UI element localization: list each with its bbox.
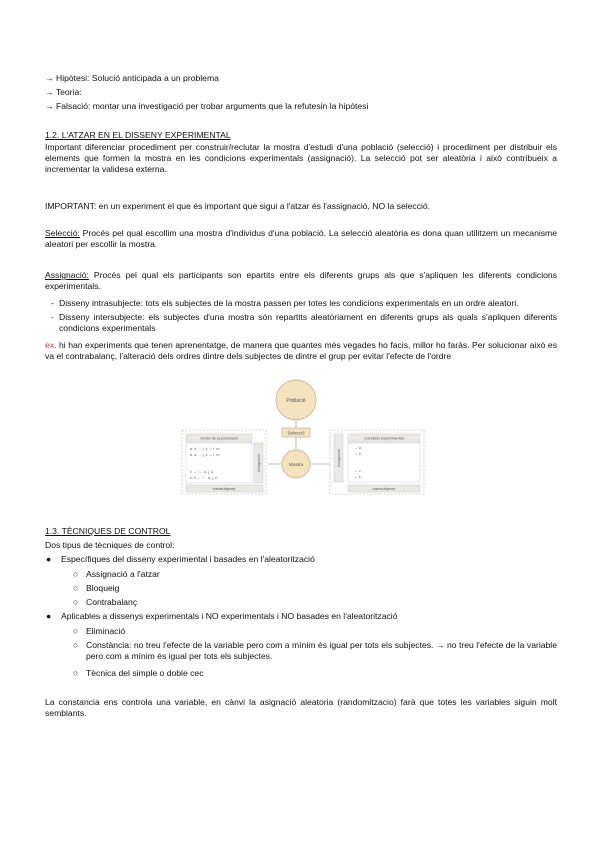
hipotesi-line [45, 73, 219, 84]
group2-title: Aplicables a dissenys experimentals i NO experimentals i NO basades en l'aleatorització [61, 611, 398, 621]
group1-title: Específiques del disseny experimental i basades en l'aleatorització [61, 554, 315, 564]
seleccio-label: Selecció: [45, 228, 80, 238]
right-side-label: Assignació [337, 448, 341, 468]
dash-bullet: - [51, 312, 54, 322]
falsacio-line [45, 101, 368, 112]
seleccio-box-label: Selecció [287, 430, 305, 436]
left-row: b, a, ... j, k → l, m [190, 453, 220, 457]
falsacio-text: Falsació: montar una investigació per trobar arguments que la refutesin la hipòtesi [55, 101, 369, 111]
mostra-label: Mostra [288, 463, 304, 468]
example-text: hi han experiments que tenen aprenentatge, de manera que quantes més vegades ho facis, millor ho faràs. Per solucionar això es va el contrabalanç, l'alteració dels ordres dintre dels subjectes de dintre el grup per evitar l'efecte de l'ordre [45, 340, 557, 362]
teoria-text: Teoria: [55, 87, 82, 97]
seleccio-definition [45, 228, 557, 250]
paragraph-seleccio-assignacio: Important diferenciar procediment per construir/reclutar la mostra d'estudi d'una població (selecció) i procediment per distribuir els elements que formen la mostra en les condicions experimentals (assignació). La selecció pot ser aleatòria i això contribueix a incrementar la validesa externa. [45, 142, 557, 175]
arrow-icon: → [45, 73, 54, 83]
dash-bullet: - [51, 298, 54, 308]
bullet-circle: ○ [73, 569, 79, 579]
group2-item: Constància: no treu l'efecte de la variable pero com a mínim és igual per tots els subjectes. → no treu l'efecte de la variable pero com a mínim és igual per tots els subjectes. [86, 640, 557, 662]
example-label: ex. [45, 340, 57, 350]
assignacio-definition [45, 270, 557, 292]
right-row: → b [354, 452, 361, 456]
assignment-diagram [178, 378, 428, 498]
section-heading-1-3: 1.3. TÈCNIQUES DE CONTROL [45, 526, 171, 536]
intrasubjecte-item: Disseny intrasubjecte: tots els subjectes de la mostra passen per totes les condicions experimentals en un ordre aleatori. [59, 298, 519, 308]
right-row: → k [354, 475, 361, 479]
group1-item: Contrabalanç [86, 597, 138, 607]
bullet-circle: ○ [73, 597, 79, 607]
section-intro: Dos tipus de tècniques de control: [45, 540, 175, 550]
right-panel-footer: Intersubjecte [372, 486, 396, 491]
poblacio-label: Població [286, 398, 306, 404]
right-row: → c [354, 469, 361, 473]
left-side-label: Assignació [257, 453, 261, 473]
arrow-icon: → [45, 87, 54, 97]
seleccio-text: Procés pel qual escollim una mostra d'individus d'una població. La selecció aleatòria es dona quan utilitzem un mecanisme aleatori per escollir la mostra. [45, 228, 557, 250]
intersubjecte-item: Disseny intersubjecte: els subjectes d'una mostra són repartits aleatòriament en diferents grups als quals s'apliquen diferents condicions experimentals [59, 312, 557, 334]
bullet-circle: ○ [73, 626, 79, 636]
right-panel-title: Condició experimental [364, 435, 404, 441]
bullet-circle: ○ [73, 640, 79, 650]
right-row: → a [354, 446, 361, 450]
left-panel-footer: Intrasubjecte [212, 486, 236, 491]
left-panel-title: Ordre de presentació [200, 435, 238, 441]
left-row: k, b → l ... a, j, b [190, 476, 218, 480]
left-row: a, b, ... j, k → l, m [190, 447, 220, 451]
left-row: k → l ... a, j, b [190, 470, 214, 474]
group1-item: Bloqueig [86, 583, 120, 593]
section-heading-1-2: 1.2. L'ATZAR EN EL DISSENY EXPERIMENTAL [45, 130, 231, 140]
group1-item: Assignació a l'atzar [86, 569, 160, 579]
bullet-circle: ○ [73, 668, 79, 678]
example-paragraph [45, 340, 557, 362]
group2-item: Tècnica del simple o doble cec [86, 668, 204, 678]
bullet-circle: ○ [73, 583, 79, 593]
closing-paragraph: La constancia ens controla una variable, en cànvi la asignació aleatoria (randomitzacio) farà que totes les variables siguin molt semblants. [45, 697, 557, 719]
important-note: IMPORTANT: en un experiment el que és important que sigui a l'atzar és l'assignació, NO la selecció. [45, 201, 431, 211]
group2-item: Eliminació [86, 626, 126, 636]
bullet-dot: ● [46, 611, 52, 621]
hipotesi-text: Hipòtesi: Solució anticipada a un problema [55, 73, 219, 83]
assignacio-text: Procés pel qual els participants son epartits entre els diferents grups als que s'apliquen les diferents condicions experimentals. [45, 270, 557, 292]
bullet-dot: ● [46, 554, 52, 564]
arrow-icon: → [45, 101, 54, 111]
teoria-line [45, 87, 82, 98]
assignacio-label: Assignació: [45, 270, 89, 280]
